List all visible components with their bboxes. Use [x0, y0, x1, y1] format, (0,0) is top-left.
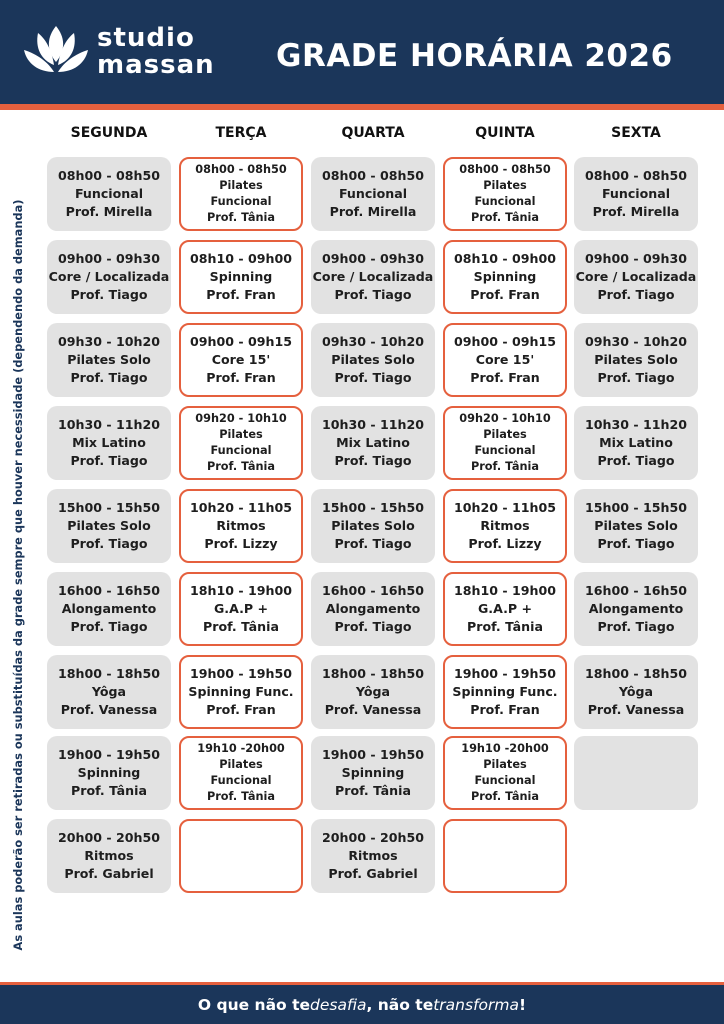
class-card — [443, 736, 567, 810]
class-class: Spinning — [209, 269, 273, 284]
slogan-part-2: desafia — [310, 995, 367, 1014]
class-class: Core 15' — [475, 352, 535, 367]
class-time: 19h00 - 19h50 — [189, 666, 293, 681]
class-time: 19h00 - 19h50 — [453, 666, 557, 681]
class-card — [47, 406, 171, 480]
class-teacher: Prof. Mirella — [592, 204, 680, 219]
class-class: G.A.P + — [213, 601, 269, 616]
class-card — [179, 406, 303, 480]
class-time: 09h30 - 10h20 — [321, 334, 425, 349]
class-teacher: Prof. Tânia — [470, 460, 540, 473]
class-class: Funcional — [338, 186, 408, 201]
class-time: 10h20 - 11h05 — [453, 500, 557, 515]
day-header-3: QUINTA — [475, 125, 535, 141]
class-teacher: Prof. Tânia — [71, 783, 147, 798]
class-time: 09h20 - 10h10 — [195, 412, 287, 425]
class-class: Pilates Solo — [594, 352, 678, 367]
class-class: Pilates — [483, 428, 527, 441]
class-teacher: Prof. Lizzy — [468, 536, 542, 551]
class-card — [311, 736, 435, 810]
class-teacher: Prof. Tiago — [334, 453, 412, 468]
class-card — [574, 572, 698, 646]
class-card — [574, 655, 698, 729]
class-teacher: Prof. Tânia — [206, 211, 276, 224]
class-card — [574, 489, 698, 563]
class-card — [574, 240, 698, 314]
class-card — [311, 489, 435, 563]
class-teacher: Prof. Gabriel — [328, 866, 418, 881]
class-teacher: Prof. Fran — [470, 702, 540, 717]
class-card — [179, 572, 303, 646]
class-class-line-2: Funcional — [474, 195, 536, 208]
class-teacher: Prof. Tânia — [206, 460, 276, 473]
class-card — [47, 736, 171, 810]
class-card — [311, 157, 435, 231]
class-time: 18h10 - 19h00 — [453, 583, 557, 598]
class-card — [47, 240, 171, 314]
day-header-0: SEGUNDA — [70, 125, 148, 141]
class-card — [179, 655, 303, 729]
day-header-2: QUARTA — [341, 125, 405, 141]
side-note: As aulas poderão ser retiradas ou substituídas da grade sempre que houver necessidade (dependendo da demanda) — [11, 199, 25, 951]
class-teacher: Prof. Tiago — [597, 619, 675, 634]
class-class-line-2: Funcional — [474, 444, 536, 457]
slogan-part-1: O que não te — [197, 995, 310, 1014]
class-class: Pilates Solo — [331, 518, 415, 533]
class-teacher: Prof. Tânia — [206, 790, 276, 803]
class-card — [47, 572, 171, 646]
class-time: 19h10 -20h00 — [197, 742, 285, 755]
class-teacher: Prof. Tânia — [335, 783, 411, 798]
class-class: Ritmos — [216, 518, 266, 533]
class-class: Core 15' — [211, 352, 271, 367]
class-card — [47, 323, 171, 397]
class-class: Ritmos — [480, 518, 530, 533]
class-time: 08h00 - 08h50 — [195, 163, 287, 176]
class-card — [574, 157, 698, 231]
class-class: Mix Latino — [599, 435, 673, 450]
class-teacher: Prof. Lizzy — [204, 536, 278, 551]
lotus-icon — [22, 24, 90, 80]
class-time: 19h10 -20h00 — [461, 742, 549, 755]
class-card — [179, 157, 303, 231]
class-class: Pilates — [483, 758, 527, 771]
class-card — [574, 406, 698, 480]
class-time: 10h30 - 11h20 — [321, 417, 425, 432]
class-card — [443, 240, 567, 314]
class-teacher: Prof. Vanessa — [587, 702, 685, 717]
class-teacher: Prof. Tiago — [334, 536, 412, 551]
class-time: 16h00 - 16h50 — [321, 583, 425, 598]
class-class: Alongamento — [325, 601, 421, 616]
class-class: Alongamento — [61, 601, 157, 616]
class-teacher: Prof. Fran — [470, 287, 540, 302]
class-teacher: Prof. Tânia — [467, 619, 543, 634]
class-class: Pilates — [219, 758, 263, 771]
class-class: Spinning — [341, 765, 405, 780]
class-class: Yôga — [618, 684, 654, 699]
class-class: Funcional — [74, 186, 144, 201]
class-teacher: Prof. Tânia — [203, 619, 279, 634]
class-card — [47, 489, 171, 563]
class-card — [311, 572, 435, 646]
class-class-line-2: Funcional — [210, 444, 272, 457]
class-time: 08h00 - 08h50 — [584, 168, 688, 183]
class-class: Pilates Solo — [67, 352, 151, 367]
class-class: Funcional — [601, 186, 671, 201]
brand-name — [97, 25, 215, 79]
class-teacher: Prof. Tiago — [70, 453, 148, 468]
class-teacher: Prof. Gabriel — [64, 866, 154, 881]
class-teacher: Prof. Vanessa — [60, 702, 158, 717]
class-card — [311, 323, 435, 397]
class-teacher: Prof. Tiago — [70, 370, 148, 385]
class-time: 19h00 - 19h50 — [321, 747, 425, 762]
class-card — [443, 157, 567, 231]
slogan-part-3: , não te — [366, 995, 434, 1014]
brand-line-1: studio — [97, 23, 195, 53]
class-time: 10h30 - 11h20 — [57, 417, 161, 432]
header-banner — [0, 0, 724, 104]
class-card — [179, 736, 303, 810]
day-header-1: TERÇA — [215, 125, 267, 141]
class-card — [179, 323, 303, 397]
class-teacher: Prof. Tiago — [70, 619, 148, 634]
class-time: 15h00 - 15h50 — [584, 500, 688, 515]
class-class: Yôga — [355, 684, 391, 699]
class-class: G.A.P + — [477, 601, 533, 616]
class-class: Pilates Solo — [67, 518, 151, 533]
class-class-line-2: Funcional — [210, 774, 272, 787]
class-teacher: Prof. Mirella — [329, 204, 417, 219]
slogan-part-4: transforma — [433, 995, 519, 1014]
class-teacher: Prof. Tânia — [470, 211, 540, 224]
class-time: 15h00 - 15h50 — [57, 500, 161, 515]
class-teacher: Prof. Tiago — [334, 370, 412, 385]
empty-class-slot — [179, 819, 303, 893]
class-time: 08h10 - 09h00 — [189, 251, 293, 266]
class-teacher: Prof. Tiago — [597, 453, 675, 468]
class-time: 09h30 - 10h20 — [584, 334, 688, 349]
class-class: Spinning — [473, 269, 537, 284]
class-card — [311, 406, 435, 480]
class-class-line-2: Funcional — [474, 774, 536, 787]
class-time: 09h30 - 10h20 — [57, 334, 161, 349]
class-card — [179, 240, 303, 314]
class-time: 09h00 - 09h30 — [584, 251, 688, 266]
brand-line-2: massan — [97, 50, 215, 80]
class-card — [443, 655, 567, 729]
header-accent-stripe — [0, 104, 724, 110]
class-class: Pilates — [219, 428, 263, 441]
class-teacher: Prof. Tiago — [334, 619, 412, 634]
class-time: 16h00 - 16h50 — [57, 583, 161, 598]
footer-slogan — [0, 982, 724, 1024]
class-teacher: Prof. Fran — [470, 370, 540, 385]
class-class-line-2: Funcional — [210, 195, 272, 208]
class-time: 09h00 - 09h15 — [453, 334, 557, 349]
class-class: Alongamento — [588, 601, 684, 616]
class-time: 16h00 - 16h50 — [584, 583, 688, 598]
class-time: 18h10 - 19h00 — [189, 583, 293, 598]
class-time: 08h00 - 08h50 — [321, 168, 425, 183]
class-time: 10h20 - 11h05 — [189, 500, 293, 515]
class-card — [311, 655, 435, 729]
class-class: Core / Localizada — [575, 269, 697, 284]
class-time: 08h00 - 08h50 — [57, 168, 161, 183]
class-teacher: Prof. Tiago — [597, 370, 675, 385]
class-teacher: Prof. Fran — [206, 287, 276, 302]
class-class: Core / Localizada — [312, 269, 434, 284]
class-class: Pilates Solo — [594, 518, 678, 533]
class-class: Core / Localizada — [48, 269, 170, 284]
class-card — [443, 489, 567, 563]
class-teacher: Prof. Tiago — [597, 536, 675, 551]
class-card — [443, 572, 567, 646]
class-teacher: Prof. Mirella — [65, 204, 153, 219]
class-teacher: Prof. Tânia — [470, 790, 540, 803]
class-teacher: Prof. Vanessa — [324, 702, 422, 717]
class-teacher: Prof. Tiago — [597, 287, 675, 302]
class-time: 09h00 - 09h30 — [57, 251, 161, 266]
class-time: 10h30 - 11h20 — [584, 417, 688, 432]
class-teacher: Prof. Fran — [206, 370, 276, 385]
class-class: Spinning Func. — [188, 684, 294, 699]
class-card — [47, 655, 171, 729]
class-time: 19h00 - 19h50 — [57, 747, 161, 762]
class-class: Pilates — [219, 179, 263, 192]
class-teacher: Prof. Tiago — [334, 287, 412, 302]
class-time: 15h00 - 15h50 — [321, 500, 425, 515]
day-header-4: SEXTA — [611, 125, 661, 141]
class-card — [179, 489, 303, 563]
class-class: Ritmos — [348, 848, 398, 863]
empty-class-slot — [574, 736, 698, 810]
class-time: 20h00 - 20h50 — [57, 830, 161, 845]
class-card — [574, 323, 698, 397]
class-card — [311, 819, 435, 893]
class-class: Mix Latino — [72, 435, 146, 450]
class-time: 09h00 - 09h30 — [321, 251, 425, 266]
class-time: 18h00 - 18h50 — [321, 666, 425, 681]
class-teacher: Prof. Tiago — [70, 287, 148, 302]
class-class: Spinning Func. — [452, 684, 558, 699]
class-class: Ritmos — [84, 848, 134, 863]
class-time: 09h00 - 09h15 — [189, 334, 293, 349]
class-class: Mix Latino — [336, 435, 410, 450]
class-card — [443, 406, 567, 480]
class-time: 18h00 - 18h50 — [57, 666, 161, 681]
class-teacher: Prof. Fran — [206, 702, 276, 717]
class-card — [311, 240, 435, 314]
page-title: GRADE HORÁRIA 2026 — [276, 38, 673, 74]
class-teacher: Prof. Tiago — [70, 536, 148, 551]
slogan-part-5: ! — [518, 995, 527, 1014]
class-class: Pilates — [483, 179, 527, 192]
class-class: Yôga — [91, 684, 127, 699]
class-time: 08h10 - 09h00 — [453, 251, 557, 266]
class-card — [47, 819, 171, 893]
class-time: 09h20 - 10h10 — [459, 412, 551, 425]
class-time: 18h00 - 18h50 — [584, 666, 688, 681]
class-card — [47, 157, 171, 231]
class-time: 08h00 - 08h50 — [459, 163, 551, 176]
class-time: 20h00 - 20h50 — [321, 830, 425, 845]
class-class: Pilates Solo — [331, 352, 415, 367]
class-card — [443, 323, 567, 397]
empty-class-slot — [443, 819, 567, 893]
class-class: Spinning — [77, 765, 141, 780]
